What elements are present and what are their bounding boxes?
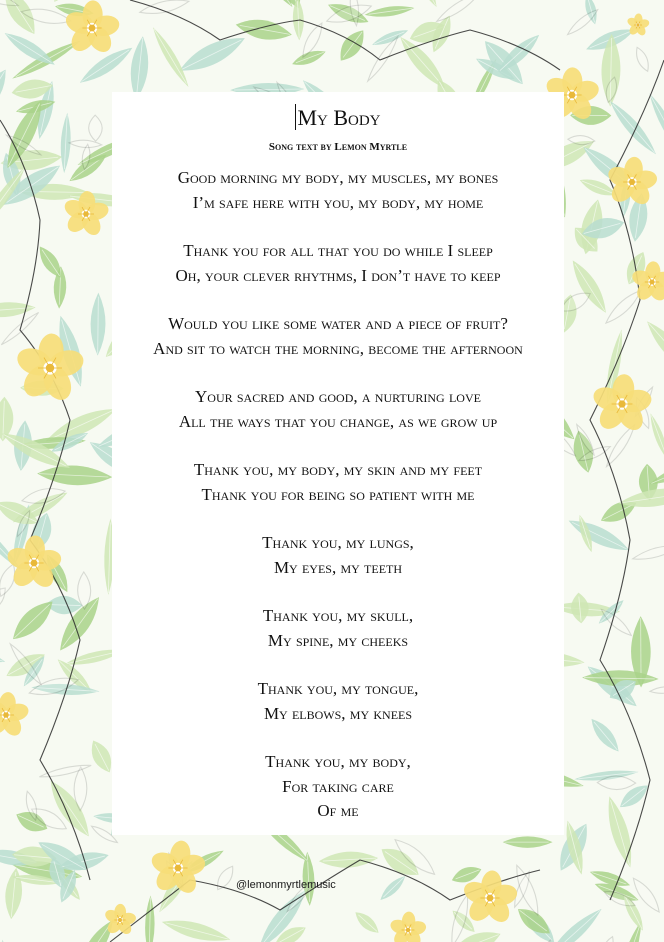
lyric-line: All the ways that you change, as we grow up [178, 411, 498, 431]
stanza [112, 166, 564, 215]
lyric-line: I’m safe here with you, my body, my home [192, 192, 484, 212]
stanza [112, 239, 564, 288]
lyrics-body [112, 166, 564, 824]
stanza [112, 750, 564, 824]
stanza [112, 312, 564, 361]
lyric-line: Oh, your clever rhythms, I don’t have to keep [175, 265, 501, 285]
lyric-line: Thank you, my skull, [262, 606, 414, 625]
lyric-line: My eyes, my teeth [273, 557, 403, 577]
lyric-line: Your sacred and good, a nurturing love [195, 387, 481, 406]
lyric-line: Thank you, my tongue, [257, 679, 419, 698]
stanza [112, 458, 564, 507]
lyric-line: Of me [317, 801, 359, 820]
stanza [112, 677, 564, 726]
song-credit: Song text by Lemon Myrtle [268, 141, 408, 153]
lyric-line: And sit to watch the morning, become the afternoon [153, 338, 523, 358]
lyric-line: For taking care [282, 776, 394, 796]
stanza [112, 385, 564, 434]
lyric-line: Thank you for being so patient with me [201, 484, 475, 504]
lyric-line: Good morning my body, my muscles, my bones [177, 168, 499, 187]
stanza [112, 604, 564, 653]
page-title [112, 104, 564, 132]
lyric-line: Thank you for all that you do while I sleep [183, 241, 493, 260]
title-text: My Body [297, 105, 381, 130]
lyric-line: Thank you, my body, my skin and my feet [193, 460, 483, 479]
social-handle: @lemonmyrtlemusic [236, 879, 336, 891]
lyric-line: Would you like some water and a piece of fruit? [168, 314, 508, 333]
lyric-line: My elbows, my knees [263, 703, 413, 723]
lyric-line: Thank you, my lungs, [262, 533, 414, 552]
lyrics-card [112, 92, 564, 835]
stanza [112, 531, 564, 580]
lyric-line: Thank you, my body, [265, 752, 411, 771]
lyric-line: My spine, my cheeks [267, 630, 409, 650]
